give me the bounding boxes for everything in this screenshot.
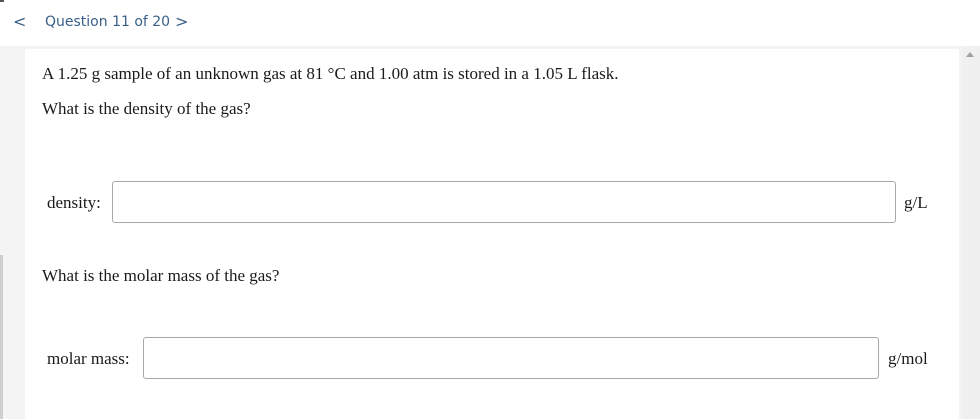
scroll-up-arrow-icon[interactable]	[966, 52, 974, 57]
left-edge-bar	[0, 255, 3, 419]
question-part-density: What is the density of the gas?	[42, 99, 251, 118]
previous-question-icon[interactable]: <	[13, 12, 27, 31]
question-counter: Question 11 of 20	[45, 14, 171, 30]
next-question-icon[interactable]: >	[175, 12, 189, 31]
scrollbar[interactable]	[962, 46, 980, 419]
density-input[interactable]	[112, 181, 896, 223]
question-part-molar-mass: What is the molar mass of the gas?	[42, 266, 280, 285]
molar-mass-label: molar mass:	[47, 349, 130, 368]
question-nav-bar	[0, 0, 980, 46]
molar-mass-unit: g/mol	[888, 349, 928, 368]
question-prompt: A 1.25 g sample of an unknown gas at 81 °C and 1.00 atm is stored in a 1.05 L flask.	[42, 64, 619, 83]
density-label: density:	[47, 193, 101, 212]
corner-tick	[0, 0, 4, 2]
molar-mass-input[interactable]	[143, 337, 879, 379]
density-unit: g/L	[904, 193, 928, 212]
